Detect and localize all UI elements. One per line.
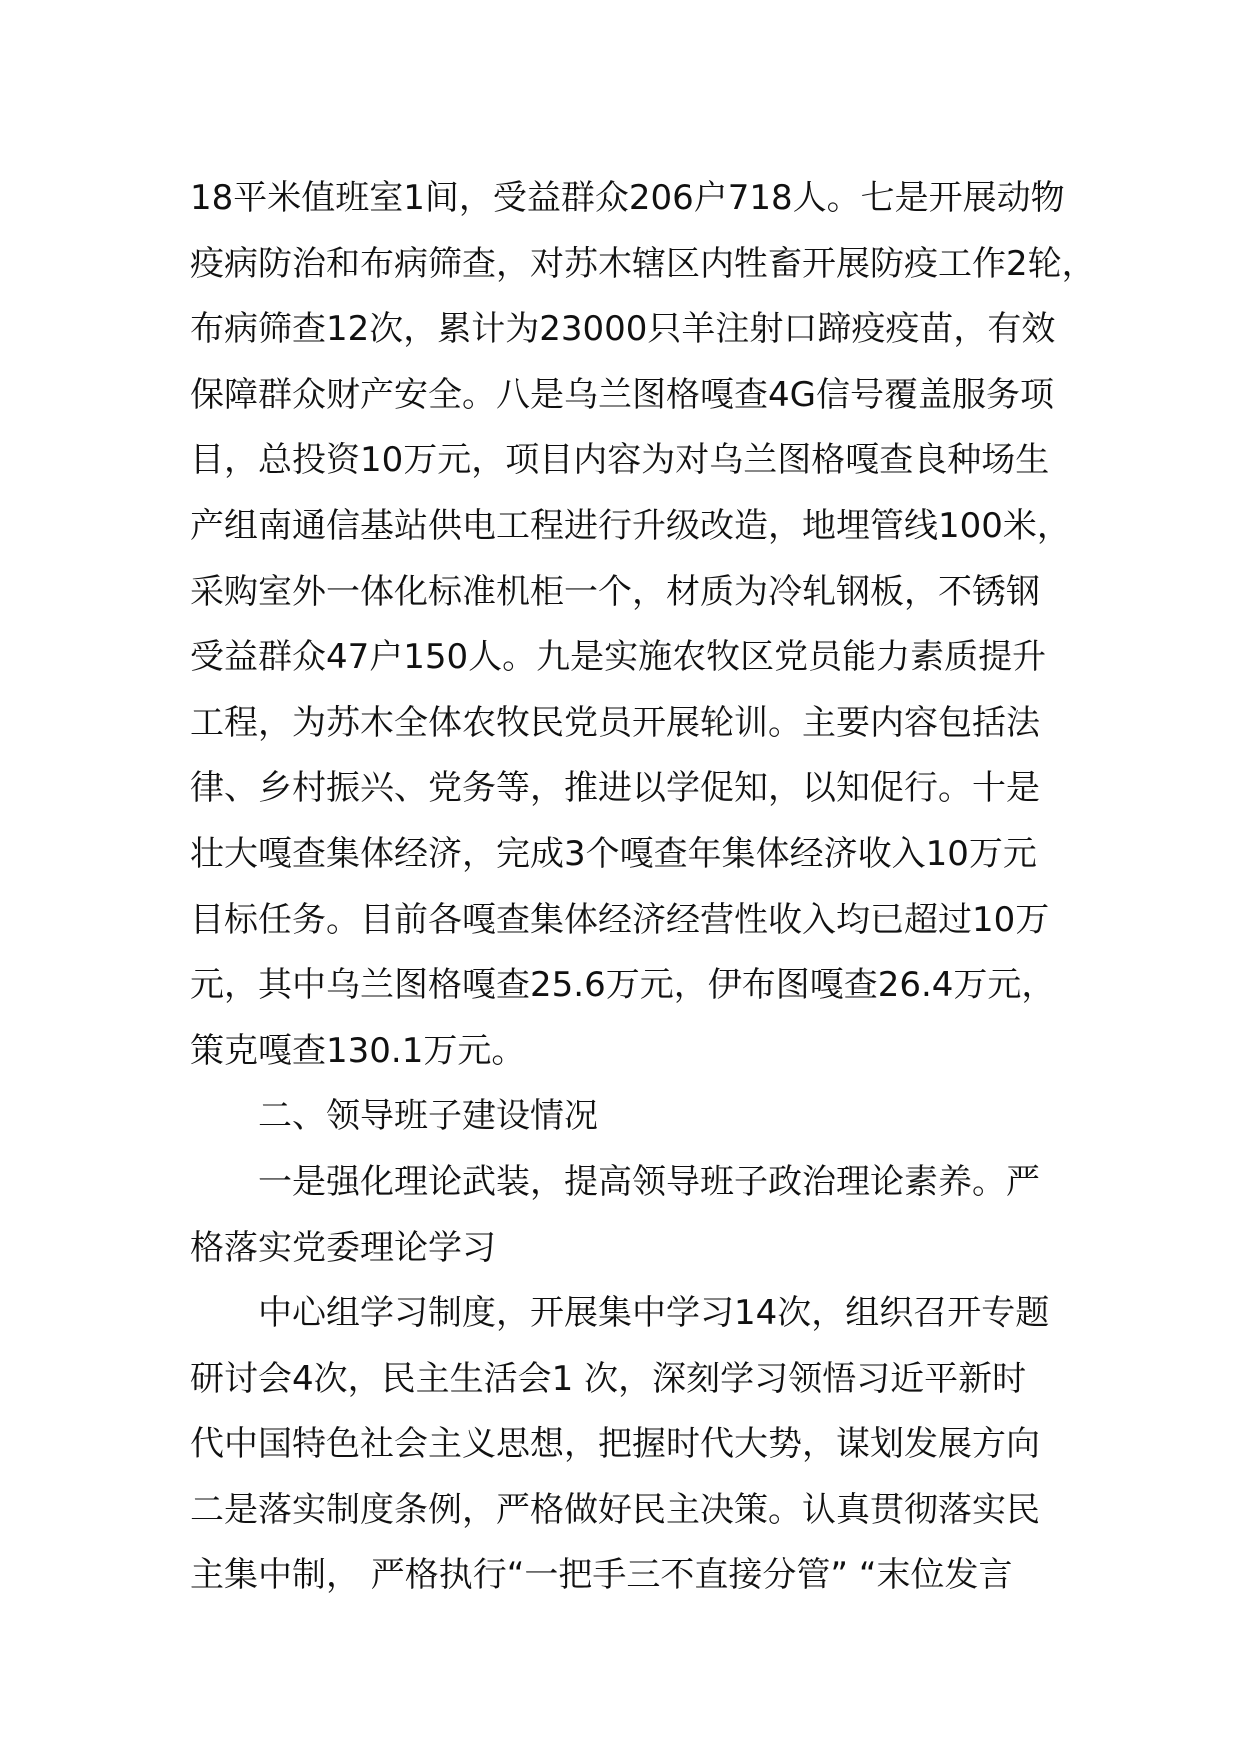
paragraph-line: 采购室外一体化标准机柜一个，材质为冷轧钢板，不锈钢 <box>190 571 1040 612</box>
paragraph-line: 布病筛查12次，累计为23000只羊注射口蹄疫疫苗，有效 <box>190 309 1056 350</box>
paragraph-line: 受益群众47户150人。九是实施农牧区党员能力素质提升 <box>190 637 1047 678</box>
paragraph-line: 目标任务。目前各嘎查集体经济经营性收入均已超过10万 <box>190 899 1050 940</box>
section-heading: 二、领导班子建设情况 <box>258 1096 598 1137</box>
paragraph-line: 代中国特色社会主义思想，把握时代大势，谋划发展方向 <box>190 1424 1040 1465</box>
paragraph-line: 一是强化理论武装，提高领导班子政治理论素养。严 <box>258 1161 1040 1202</box>
paragraph-line: 策克嘎查130.1万元。 <box>190 1030 526 1071</box>
paragraph-line: 主集中制， 严格执行“一把手三不直接分管” “末位发言 <box>190 1555 1013 1596</box>
paragraph-line: 二是落实制度条例，严格做好民主决策。认真贯彻落实民 <box>190 1489 1040 1530</box>
paragraph-line: 工程，为苏木全体农牧民党员开展轮训。主要内容包括法 <box>190 702 1040 743</box>
paragraph-line: 中心组学习制度，开展集中学习14次，组织召开专题 <box>258 1293 1050 1334</box>
paragraph-line: 18平米值班室1间，受益群众206户718人。七是开展动物 <box>190 178 1065 218</box>
paragraph-line: 研讨会4次，民主生活会1 次，深刻学习领悟习近平新时 <box>190 1358 1027 1399</box>
paragraph-line: 目，总投资10万元，项目内容为对乌兰图格嘎查良种场生 <box>190 440 1050 481</box>
paragraph-line: 元，其中乌兰图格嘎查25.6万元，伊布图嘎查26.4万元， <box>190 965 1056 1006</box>
paragraph-line: 律、乡村振兴、党务等，推进以学促知，以知促行。十是 <box>190 768 1040 809</box>
paragraph-line: 疫病防治和布病筛查，对苏木辖区内牲畜开展防疫工作2轮， <box>190 243 1096 284</box>
document-body <box>190 166 1096 1609</box>
paragraph-line: 产组南通信基站供电工程进行升级改造，地埋管线100米， <box>190 505 1071 546</box>
paragraph-line: 格落实党委理论学习 <box>190 1227 496 1268</box>
paragraph-line: 保障群众财产安全。八是乌兰图格嘎查4G信号覆盖服务项 <box>190 374 1054 415</box>
paragraph-line: 壮大嘎查集体经济，完成3个嘎查年集体经济收入10万元 <box>190 833 1037 874</box>
